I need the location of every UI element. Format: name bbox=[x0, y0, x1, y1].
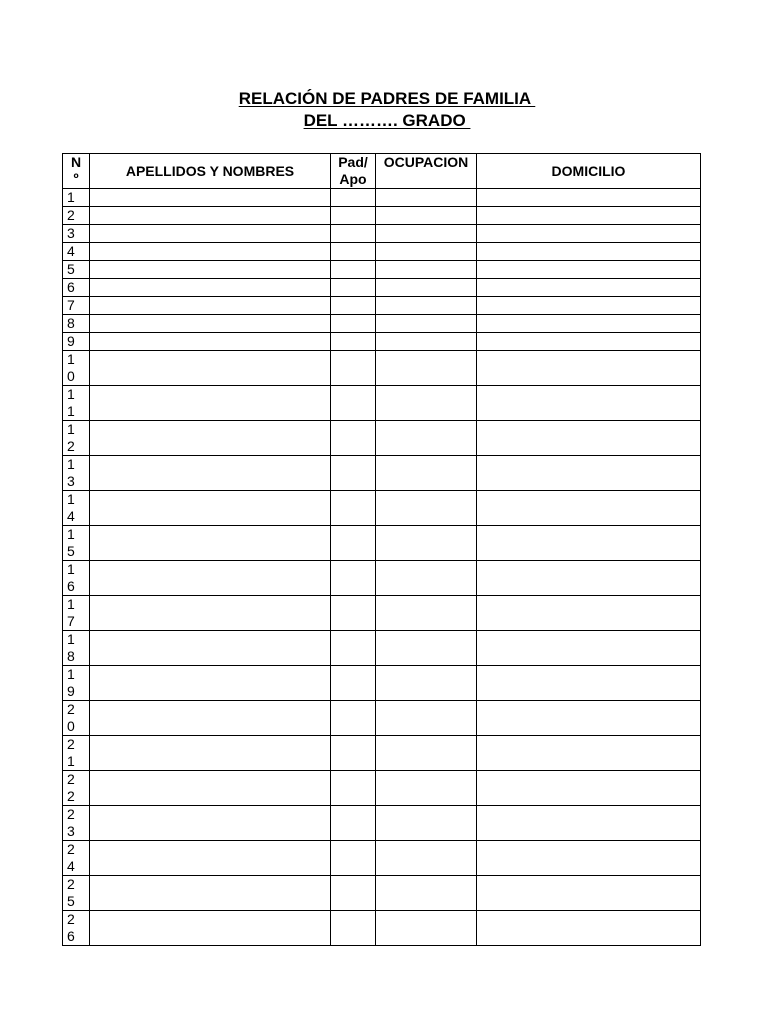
names-cell[interactable] bbox=[90, 876, 331, 911]
table-row bbox=[63, 771, 701, 806]
domicilio-cell[interactable] bbox=[477, 491, 701, 526]
pad-apo-cell[interactable] bbox=[331, 333, 376, 351]
ocupacion-cell[interactable] bbox=[376, 491, 477, 526]
pad-apo-cell[interactable] bbox=[331, 561, 376, 596]
domicilio-cell[interactable] bbox=[477, 771, 701, 806]
row-number: 4 bbox=[63, 243, 90, 261]
pad-apo-cell[interactable] bbox=[331, 207, 376, 225]
names-cell[interactable] bbox=[90, 631, 331, 666]
table-row bbox=[63, 456, 701, 491]
pad-apo-cell[interactable] bbox=[331, 701, 376, 736]
ocupacion-cell[interactable] bbox=[376, 911, 477, 946]
ocupacion-cell[interactable] bbox=[376, 876, 477, 911]
pad-apo-cell[interactable] bbox=[331, 261, 376, 279]
row-number: 17 bbox=[63, 596, 90, 631]
table-row bbox=[63, 596, 701, 631]
pad-apo-cell[interactable] bbox=[331, 225, 376, 243]
row-number: 21 bbox=[63, 736, 90, 771]
row-number: 13 bbox=[63, 456, 90, 491]
ocupacion-cell[interactable] bbox=[376, 386, 477, 421]
ocupacion-cell[interactable] bbox=[376, 841, 477, 876]
names-cell[interactable] bbox=[90, 806, 331, 841]
names-cell[interactable] bbox=[90, 561, 331, 596]
domicilio-cell[interactable] bbox=[477, 243, 701, 261]
row-number: 26 bbox=[63, 911, 90, 946]
domicilio-cell[interactable] bbox=[477, 261, 701, 279]
ocupacion-cell[interactable] bbox=[376, 456, 477, 491]
domicilio-cell[interactable] bbox=[477, 911, 701, 946]
pad-apo-cell[interactable] bbox=[331, 456, 376, 491]
row-number: 7 bbox=[63, 297, 90, 315]
names-cell[interactable] bbox=[90, 279, 331, 297]
table-row bbox=[63, 911, 701, 946]
ocupacion-cell[interactable] bbox=[376, 561, 477, 596]
table-row bbox=[63, 666, 701, 701]
domicilio-cell[interactable] bbox=[477, 207, 701, 225]
pad-apo-cell[interactable] bbox=[331, 279, 376, 297]
table-row bbox=[63, 561, 701, 596]
ocupacion-cell[interactable] bbox=[376, 189, 477, 207]
domicilio-cell[interactable] bbox=[477, 225, 701, 243]
ocupacion-cell[interactable] bbox=[376, 666, 477, 701]
pad-apo-cell[interactable] bbox=[331, 876, 376, 911]
names-cell[interactable] bbox=[90, 666, 331, 701]
ocupacion-cell[interactable] bbox=[376, 631, 477, 666]
names-cell[interactable] bbox=[90, 315, 331, 333]
ocupacion-cell[interactable] bbox=[376, 526, 477, 561]
ocupacion-cell[interactable] bbox=[376, 596, 477, 631]
ocupacion-cell[interactable] bbox=[376, 261, 477, 279]
row-number: 6 bbox=[63, 279, 90, 297]
table-row bbox=[63, 243, 701, 261]
table-row bbox=[63, 297, 701, 315]
row-number: 11 bbox=[63, 386, 90, 421]
domicilio-cell[interactable] bbox=[477, 631, 701, 666]
table-row bbox=[63, 806, 701, 841]
ocupacion-cell[interactable] bbox=[376, 207, 477, 225]
row-number: 14 bbox=[63, 491, 90, 526]
table-row bbox=[63, 421, 701, 456]
table-row bbox=[63, 207, 701, 225]
row-number: 10 bbox=[63, 351, 90, 386]
ocupacion-cell[interactable] bbox=[376, 736, 477, 771]
table-row bbox=[63, 841, 701, 876]
domicilio-cell[interactable] bbox=[477, 279, 701, 297]
row-number: 9 bbox=[63, 333, 90, 351]
row-number: 16 bbox=[63, 561, 90, 596]
table-row bbox=[63, 876, 701, 911]
domicilio-cell[interactable] bbox=[477, 333, 701, 351]
header-number: Nº bbox=[63, 154, 90, 189]
domicilio-cell[interactable] bbox=[477, 736, 701, 771]
title-line-2: DEL ………. GRADO bbox=[303, 111, 471, 130]
pad-apo-cell[interactable] bbox=[331, 911, 376, 946]
names-cell[interactable] bbox=[90, 526, 331, 561]
domicilio-cell[interactable] bbox=[477, 701, 701, 736]
names-cell[interactable] bbox=[90, 297, 331, 315]
table-row bbox=[63, 333, 701, 351]
table-row bbox=[63, 491, 701, 526]
pad-apo-cell[interactable] bbox=[331, 351, 376, 386]
names-cell[interactable] bbox=[90, 841, 331, 876]
names-cell[interactable] bbox=[90, 596, 331, 631]
pad-apo-cell[interactable] bbox=[331, 666, 376, 701]
pad-apo-cell[interactable] bbox=[331, 189, 376, 207]
domicilio-cell[interactable] bbox=[477, 421, 701, 456]
header-names: APELLIDOS Y NOMBRES bbox=[90, 154, 331, 189]
domicilio-cell[interactable] bbox=[477, 526, 701, 561]
pad-apo-cell[interactable] bbox=[331, 596, 376, 631]
ocupacion-cell[interactable] bbox=[376, 315, 477, 333]
ocupacion-cell[interactable] bbox=[376, 243, 477, 261]
table-row bbox=[63, 351, 701, 386]
row-number: 20 bbox=[63, 701, 90, 736]
pad-apo-cell[interactable] bbox=[331, 297, 376, 315]
pad-apo-cell[interactable] bbox=[331, 491, 376, 526]
row-number: 25 bbox=[63, 876, 90, 911]
row-number: 24 bbox=[63, 841, 90, 876]
names-cell[interactable] bbox=[90, 333, 331, 351]
names-cell[interactable] bbox=[90, 701, 331, 736]
names-cell[interactable] bbox=[90, 771, 331, 806]
pad-apo-cell[interactable] bbox=[331, 526, 376, 561]
row-number: 2 bbox=[63, 207, 90, 225]
names-cell[interactable] bbox=[90, 189, 331, 207]
names-cell[interactable] bbox=[90, 243, 331, 261]
table-row bbox=[63, 279, 701, 297]
table-row bbox=[63, 315, 701, 333]
table-row bbox=[63, 526, 701, 561]
pad-apo-cell[interactable] bbox=[331, 315, 376, 333]
names-cell[interactable] bbox=[90, 491, 331, 526]
table-row bbox=[63, 631, 701, 666]
domicilio-cell[interactable] bbox=[477, 456, 701, 491]
names-cell[interactable] bbox=[90, 225, 331, 243]
names-cell[interactable] bbox=[90, 207, 331, 225]
names-cell[interactable] bbox=[90, 386, 331, 421]
ocupacion-cell[interactable] bbox=[376, 351, 477, 386]
document-title bbox=[3, 88, 768, 110]
row-number: 18 bbox=[63, 631, 90, 666]
table-row bbox=[63, 225, 701, 243]
row-number: 15 bbox=[63, 526, 90, 561]
document-subtitle bbox=[3, 110, 768, 132]
table-row bbox=[63, 701, 701, 736]
row-number: 1 bbox=[63, 189, 90, 207]
title-line-1: RELACIÓN DE PADRES DE FAMILIA bbox=[238, 89, 536, 108]
domicilio-cell[interactable] bbox=[477, 297, 701, 315]
domicilio-cell[interactable] bbox=[477, 561, 701, 596]
parents-table bbox=[62, 153, 701, 946]
ocupacion-cell[interactable] bbox=[376, 701, 477, 736]
ocupacion-cell[interactable] bbox=[376, 771, 477, 806]
row-number: 3 bbox=[63, 225, 90, 243]
names-cell[interactable] bbox=[90, 456, 331, 491]
ocupacion-cell[interactable] bbox=[376, 806, 477, 841]
ocupacion-cell[interactable] bbox=[376, 333, 477, 351]
header-domicilio: DOMICILIO bbox=[477, 154, 701, 189]
domicilio-cell[interactable] bbox=[477, 315, 701, 333]
domicilio-cell[interactable] bbox=[477, 351, 701, 386]
pad-apo-cell[interactable] bbox=[331, 386, 376, 421]
pad-apo-cell[interactable] bbox=[331, 421, 376, 456]
pad-apo-cell[interactable] bbox=[331, 841, 376, 876]
ocupacion-cell[interactable] bbox=[376, 225, 477, 243]
pad-apo-cell[interactable] bbox=[331, 771, 376, 806]
table-row bbox=[63, 736, 701, 771]
domicilio-cell[interactable] bbox=[477, 841, 701, 876]
pad-apo-cell[interactable] bbox=[331, 631, 376, 666]
domicilio-cell[interactable] bbox=[477, 666, 701, 701]
ocupacion-cell[interactable] bbox=[376, 279, 477, 297]
row-number: 23 bbox=[63, 806, 90, 841]
pad-apo-cell[interactable] bbox=[331, 736, 376, 771]
header-ocupacion: OCUPACION bbox=[376, 154, 477, 189]
pad-apo-cell[interactable] bbox=[331, 806, 376, 841]
names-cell[interactable] bbox=[90, 351, 331, 386]
names-cell[interactable] bbox=[90, 911, 331, 946]
ocupacion-cell[interactable] bbox=[376, 421, 477, 456]
names-cell[interactable] bbox=[90, 421, 331, 456]
domicilio-cell[interactable] bbox=[477, 386, 701, 421]
table-row bbox=[63, 189, 701, 207]
table-row bbox=[63, 261, 701, 279]
row-number: 8 bbox=[63, 315, 90, 333]
names-cell[interactable] bbox=[90, 261, 331, 279]
names-cell[interactable] bbox=[90, 736, 331, 771]
domicilio-cell[interactable] bbox=[477, 806, 701, 841]
row-number: 22 bbox=[63, 771, 90, 806]
pad-apo-cell[interactable] bbox=[331, 243, 376, 261]
domicilio-cell[interactable] bbox=[477, 189, 701, 207]
header-pad-apo: Pad/ Apo bbox=[331, 154, 376, 189]
row-number: 5 bbox=[63, 261, 90, 279]
domicilio-cell[interactable] bbox=[477, 876, 701, 911]
table-header-row bbox=[63, 154, 701, 189]
row-number: 12 bbox=[63, 421, 90, 456]
table-row bbox=[63, 386, 701, 421]
domicilio-cell[interactable] bbox=[477, 596, 701, 631]
row-number: 19 bbox=[63, 666, 90, 701]
ocupacion-cell[interactable] bbox=[376, 297, 477, 315]
